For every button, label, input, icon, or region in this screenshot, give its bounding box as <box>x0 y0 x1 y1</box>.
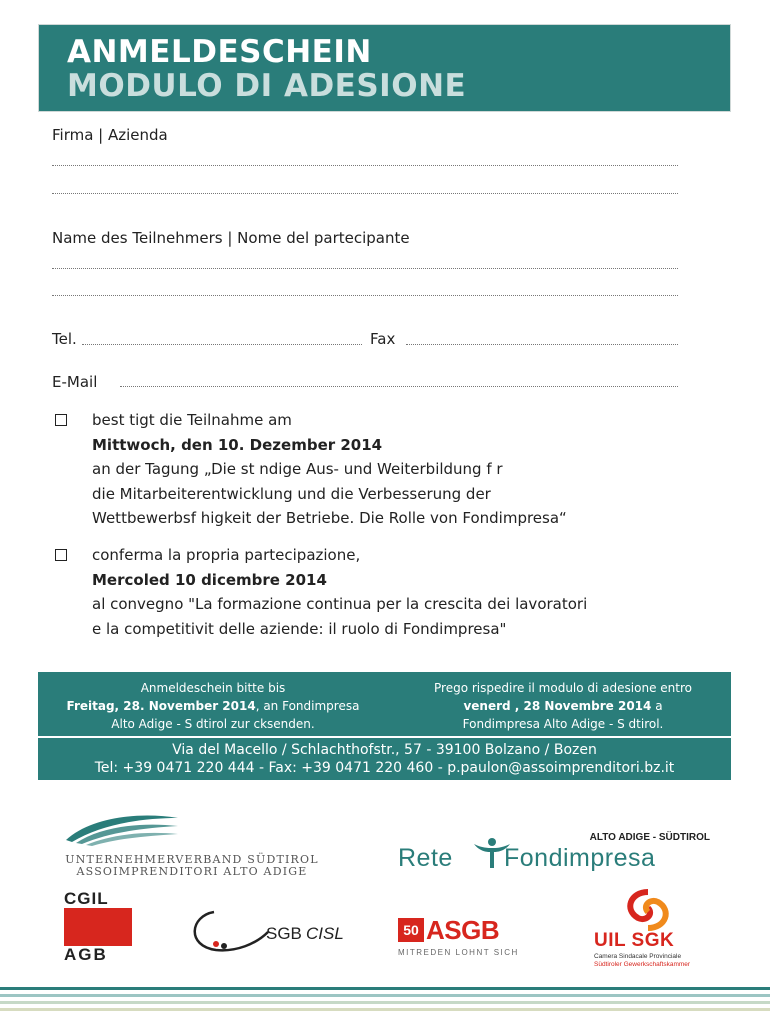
option-german-date: Mittwoch, den 10. Dezember 2014 <box>92 435 383 454</box>
stripe-light-teal <box>0 994 770 997</box>
uil-sgk-logo <box>586 888 714 974</box>
cgil-label: CGIL <box>64 889 109 908</box>
asgb-tagline: MITREDEN LOHNT SICH <box>398 948 519 957</box>
deadline-german-line-1: Anmeldeschein bitte bis <box>140 681 286 695</box>
option-german-line-3: an der Tagung „Die st ndige Aus- und Weiterbildung f r <box>92 460 503 478</box>
unternehmerverband-name-2: ASSOIMPRENDITORI ALTO ADIGE <box>76 865 308 878</box>
asgb-logo <box>398 916 550 962</box>
uil-sub-1: Camera Sindacale Provinciale <box>594 953 682 960</box>
deadline-german-rest: , an Fondimpresa <box>255 699 360 713</box>
checkbox-german[interactable] <box>55 414 67 426</box>
unternehmerverband-logo <box>62 810 322 878</box>
participant-line-1[interactable] <box>52 268 678 269</box>
fax-field[interactable] <box>406 344 678 345</box>
footer-stripes <box>0 987 770 1015</box>
deadline-italian-line-1: Prego rispedire il modulo di adesione entro <box>434 681 692 695</box>
fax-label: Fax <box>370 330 396 348</box>
deadline-german <box>53 679 373 733</box>
email-field[interactable] <box>120 386 678 387</box>
checkbox-italian[interactable] <box>55 549 67 561</box>
option-italian-text <box>92 543 587 641</box>
swoosh-icon <box>62 810 182 846</box>
contact-band <box>38 738 731 780</box>
option-german-line-4: die Mitarbeiterentwicklung und die Verbesserung der <box>92 484 491 503</box>
rete-region-label: ALTO ADIGE - SÜDTIROL <box>589 832 710 843</box>
company-line-2[interactable] <box>52 193 678 194</box>
sgb-label: SGB <box>266 924 302 943</box>
uil-sub-2: Südtiroler Gewerkschaftskammer <box>594 961 691 968</box>
asgb-name: ASGB <box>426 915 500 945</box>
title-german: ANMELDESCHEIN <box>67 34 372 70</box>
sgb-cisl-logo <box>184 906 356 956</box>
email-label: E-Mail <box>52 373 98 391</box>
participant-label: Name des Teilnehmers | Nome del partecipante <box>52 229 410 247</box>
title-italian: MODULO DI ADESIONE <box>67 68 467 104</box>
deadline-german-date: Freitag, 28. November 2014 <box>66 699 256 713</box>
deadline-band <box>38 672 731 736</box>
option-italian-line-1: conferma la propria partecipazione, <box>92 546 361 564</box>
deadline-italian-line-3: Fondimpresa Alto Adige - S dtirol. <box>462 717 664 731</box>
uil-swirl-icon <box>620 888 676 932</box>
option-italian-line-4: e la competitivit delle aziende: il ruolo di Fondimpresa" <box>92 619 507 638</box>
contact-phones: Tel: +39 0471 220 444 - Fax: +39 0471 220 460 - p.paulon@assoimprenditori.bz.it <box>94 760 675 776</box>
rete-fondimpresa-logo <box>398 832 710 876</box>
option-italian-line-3: al convegno "La formazione continua per la crescita dei lavoratori <box>92 595 588 613</box>
sgb-cisl-swirl-icon <box>184 906 270 956</box>
option-german-line-1: best tigt die Teilnahme am <box>92 411 292 429</box>
option-german-line-5: Wettbewerbsf higkeit der Betriebe. Die Rolle von Fondimpresa“ <box>92 509 567 527</box>
stripe-beige <box>0 1008 770 1011</box>
rete-label: Rete <box>398 844 453 872</box>
deadline-italian-line-2 <box>403 697 723 715</box>
deadline-italian <box>403 679 723 733</box>
tel-label: Tel. <box>52 330 77 348</box>
company-label: Firma | Azienda <box>52 126 168 144</box>
tel-field[interactable] <box>82 344 362 345</box>
participant-line-2[interactable] <box>52 295 678 296</box>
cisl-label: CISL <box>306 924 344 943</box>
cgil-red-block <box>64 908 132 946</box>
agb-label: AGB <box>64 945 108 964</box>
stripe-teal <box>0 987 770 990</box>
option-italian-date: Mercoled 10 dicembre 2014 <box>92 570 327 589</box>
form-header <box>38 24 731 112</box>
deadline-german-line-2 <box>53 697 373 715</box>
contact-address: Via del Macello / Schlachthofstr., 57 - 39100 Bolzano / Bozen <box>172 742 597 758</box>
fondimpresa-label: Fondimpresa <box>504 844 656 872</box>
company-line-1[interactable] <box>52 165 678 166</box>
deadline-italian-rest: a <box>651 699 663 713</box>
asgb-badge: 50 <box>398 918 424 942</box>
unternehmerverband-name-1: UNTERNEHMERVERBAND SÜDTIROL <box>65 853 319 866</box>
uil-name: UIL SGK <box>594 930 675 951</box>
stripe-pale-green <box>0 1001 770 1004</box>
deadline-german-line-3: Alto Adige - S dtirol zur cksenden. <box>111 717 315 731</box>
option-german-text <box>92 408 567 531</box>
deadline-italian-date: venerd , 28 Novembre 2014 <box>463 699 652 713</box>
cgil-agb-logo <box>64 890 132 966</box>
